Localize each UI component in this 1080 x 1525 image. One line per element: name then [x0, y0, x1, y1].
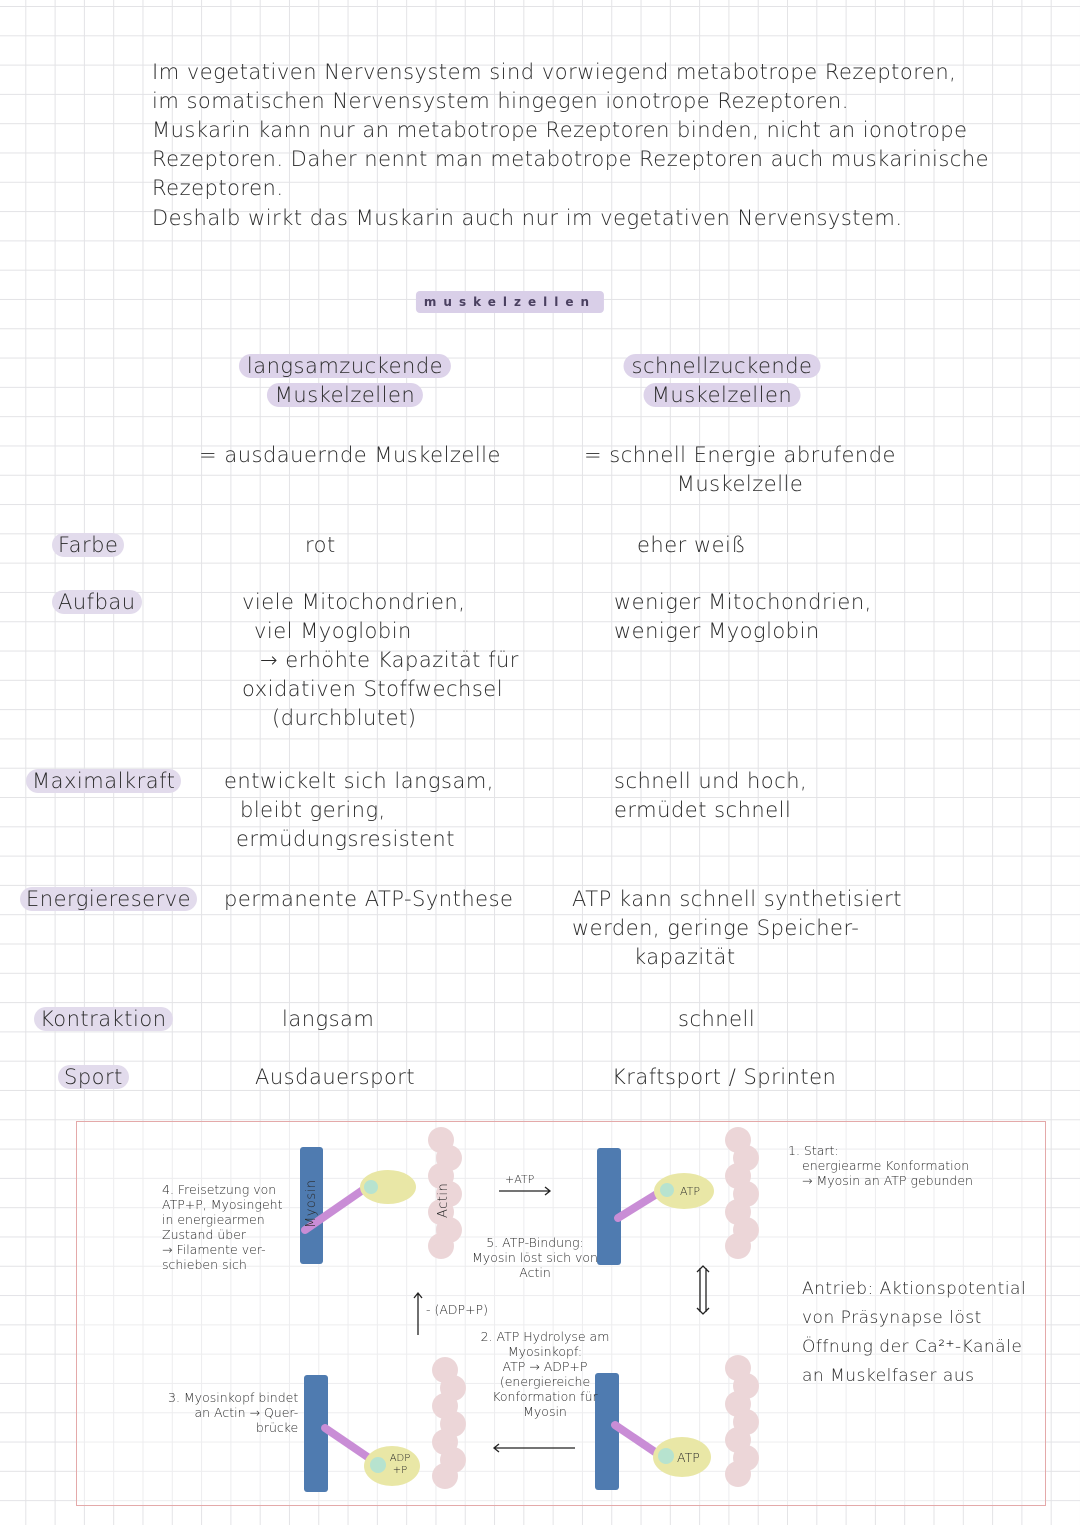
cell-line: weniger Myoglobin — [614, 619, 820, 643]
cell-line: viel Myoglobin — [254, 619, 412, 643]
subtitle-slow: = ausdauernde Muskelzelle — [199, 443, 501, 467]
step-5 — [472, 1235, 598, 1280]
actin-filament — [725, 1127, 759, 1259]
step-line: Konformation für — [492, 1389, 598, 1404]
actin-label: Actin — [436, 1182, 451, 1218]
step-line: 2. ATP Hydrolyse am — [480, 1329, 610, 1344]
step-line: 5. ATP-Bindung: — [486, 1235, 584, 1250]
head-atp-top: ATP — [680, 1185, 701, 1198]
step-4 — [162, 1182, 282, 1272]
actin-filament — [432, 1357, 466, 1489]
step-line: (energiereiche — [499, 1374, 591, 1389]
intro-line: im somatischen Nervensystem hingegen ionotrope Rezeptoren. — [152, 89, 849, 113]
myosin-neck — [615, 1425, 655, 1452]
head-atp-bottom: ATP — [677, 1450, 700, 1465]
intro-line: Rezeptoren. Daher nennt man metabotrope Rezeptoren auch muskarinische — [152, 147, 990, 171]
header-line: schnellzuckende — [624, 354, 821, 378]
arrow-up-icon — [414, 1293, 422, 1335]
cell-line: bleibt gering, — [240, 798, 386, 822]
head-text: ADP — [389, 1453, 411, 1464]
arrow-left-icon — [494, 1444, 575, 1452]
cell-line: kapazität — [634, 945, 736, 969]
row-label: Kontraktion — [34, 1007, 173, 1031]
cell-line: ermüdungsresistent — [236, 827, 455, 851]
myosin-neck — [325, 1428, 372, 1460]
myosin-label: Myosin — [304, 1179, 319, 1228]
step-line: ATP → ADP+P — [502, 1359, 588, 1374]
step-line: 1. Start: — [788, 1143, 839, 1158]
step-line: → Filamente ver- — [162, 1242, 266, 1257]
cell-slow: Ausdauersport — [255, 1065, 416, 1089]
intro-line: Deshalb wirkt das Muskarin auch nur im vegetativen Nervensystem. — [152, 206, 903, 230]
myosin-filament — [304, 1375, 328, 1492]
double-arrow-icon — [697, 1266, 709, 1314]
arrow-right-icon — [499, 1187, 550, 1195]
step-line: schieben sich — [162, 1257, 247, 1272]
row-label: Energiereserve — [20, 887, 197, 911]
step-line: in energiearmen — [162, 1212, 265, 1227]
intro-line: Rezeptoren. — [152, 176, 284, 200]
note-line: an Muskelfaser aus — [802, 1366, 975, 1386]
head-text: +P — [392, 1465, 408, 1476]
step-line: brücke — [255, 1420, 299, 1435]
cell-line: (durchblutet) — [272, 706, 417, 730]
header-line: Muskelzellen — [644, 383, 800, 407]
cell-fast: Kraftsport / Sprinten — [612, 1065, 837, 1089]
cell-line: schnell und hoch, — [614, 769, 808, 793]
step-3 — [168, 1390, 298, 1435]
myosin-filament — [597, 1148, 621, 1265]
row-label: Sport — [58, 1065, 129, 1089]
row-label: Maximalkraft — [26, 769, 181, 793]
cell-line: entwickelt sich langsam, — [224, 769, 494, 793]
note-line: von Präsynapse löst — [802, 1308, 982, 1328]
cell-slow: permanente ATP-Synthese — [224, 887, 514, 911]
step-line: Myosin löst sich von — [472, 1250, 598, 1265]
cell-line: werden, geringe Speicher- — [572, 916, 860, 940]
row-label: Aufbau — [52, 590, 142, 614]
subtitle-line: Muskelzelle — [676, 472, 804, 496]
step-line: Zustand über — [162, 1227, 247, 1242]
row-label: Farbe — [52, 533, 124, 557]
subtitle-line: = schnell Energie abrufende — [584, 443, 896, 467]
plus-atp-label: +ATP — [505, 1173, 535, 1186]
note-line: Öffnung der Ca²⁺-Kanäle — [802, 1337, 1023, 1357]
step-line: ATP+P, Myosingeht — [162, 1197, 283, 1212]
step-line: an Actin → Quer- — [194, 1405, 299, 1420]
section-title: muskelzellen — [416, 291, 604, 313]
cell-fast: eher weiß — [637, 533, 747, 557]
cell-line: oxidativen Stoffwechsel — [242, 677, 504, 701]
step-line: Myosin — [523, 1404, 567, 1419]
cell-line: ermüdet schnell — [614, 798, 792, 822]
step-line: 4. Freisetzung von — [162, 1182, 277, 1197]
header-line: Muskelzellen — [267, 383, 423, 407]
intro-line: Im vegetativen Nervensystem sind vorwiegend metabotrope Rezeptoren, — [152, 60, 957, 84]
step-2 — [481, 1329, 610, 1419]
step-line: Actin — [519, 1265, 551, 1280]
cell-line: → erhöhte Kapazität für — [260, 648, 519, 672]
antrieb-note — [802, 1275, 1026, 1391]
cell-slow: langsam — [282, 1007, 375, 1031]
step-line: energiearme Konformation — [802, 1158, 970, 1173]
header-line: langsamzuckende — [239, 354, 451, 378]
actin-filament — [725, 1355, 759, 1487]
head-adp-p — [390, 1453, 411, 1477]
myosin-neck — [618, 1192, 660, 1218]
step-line: 3. Myosinkopf bindet — [168, 1390, 299, 1405]
cell-fast: schnell — [678, 1007, 756, 1031]
cell-line: viele Mitochondrien, — [242, 590, 466, 614]
note-line: Antrieb: Aktionspotential — [802, 1279, 1027, 1299]
cell-line: weniger Mitochondrien, — [614, 590, 872, 614]
minus-adp-label: - (ADP+P) — [426, 1302, 488, 1317]
step-1 — [788, 1143, 973, 1188]
step-line: → Myosin an ATP gebunden — [802, 1173, 973, 1188]
cell-slow: rot — [305, 533, 336, 557]
step-line: Myosinkopf: — [507, 1344, 583, 1359]
cell-line: ATP kann schnell synthetisiert — [572, 887, 902, 911]
intro-line: Muskarin kann nur an metabotrope Rezeptoren binden, nicht an ionotrope — [152, 118, 968, 142]
